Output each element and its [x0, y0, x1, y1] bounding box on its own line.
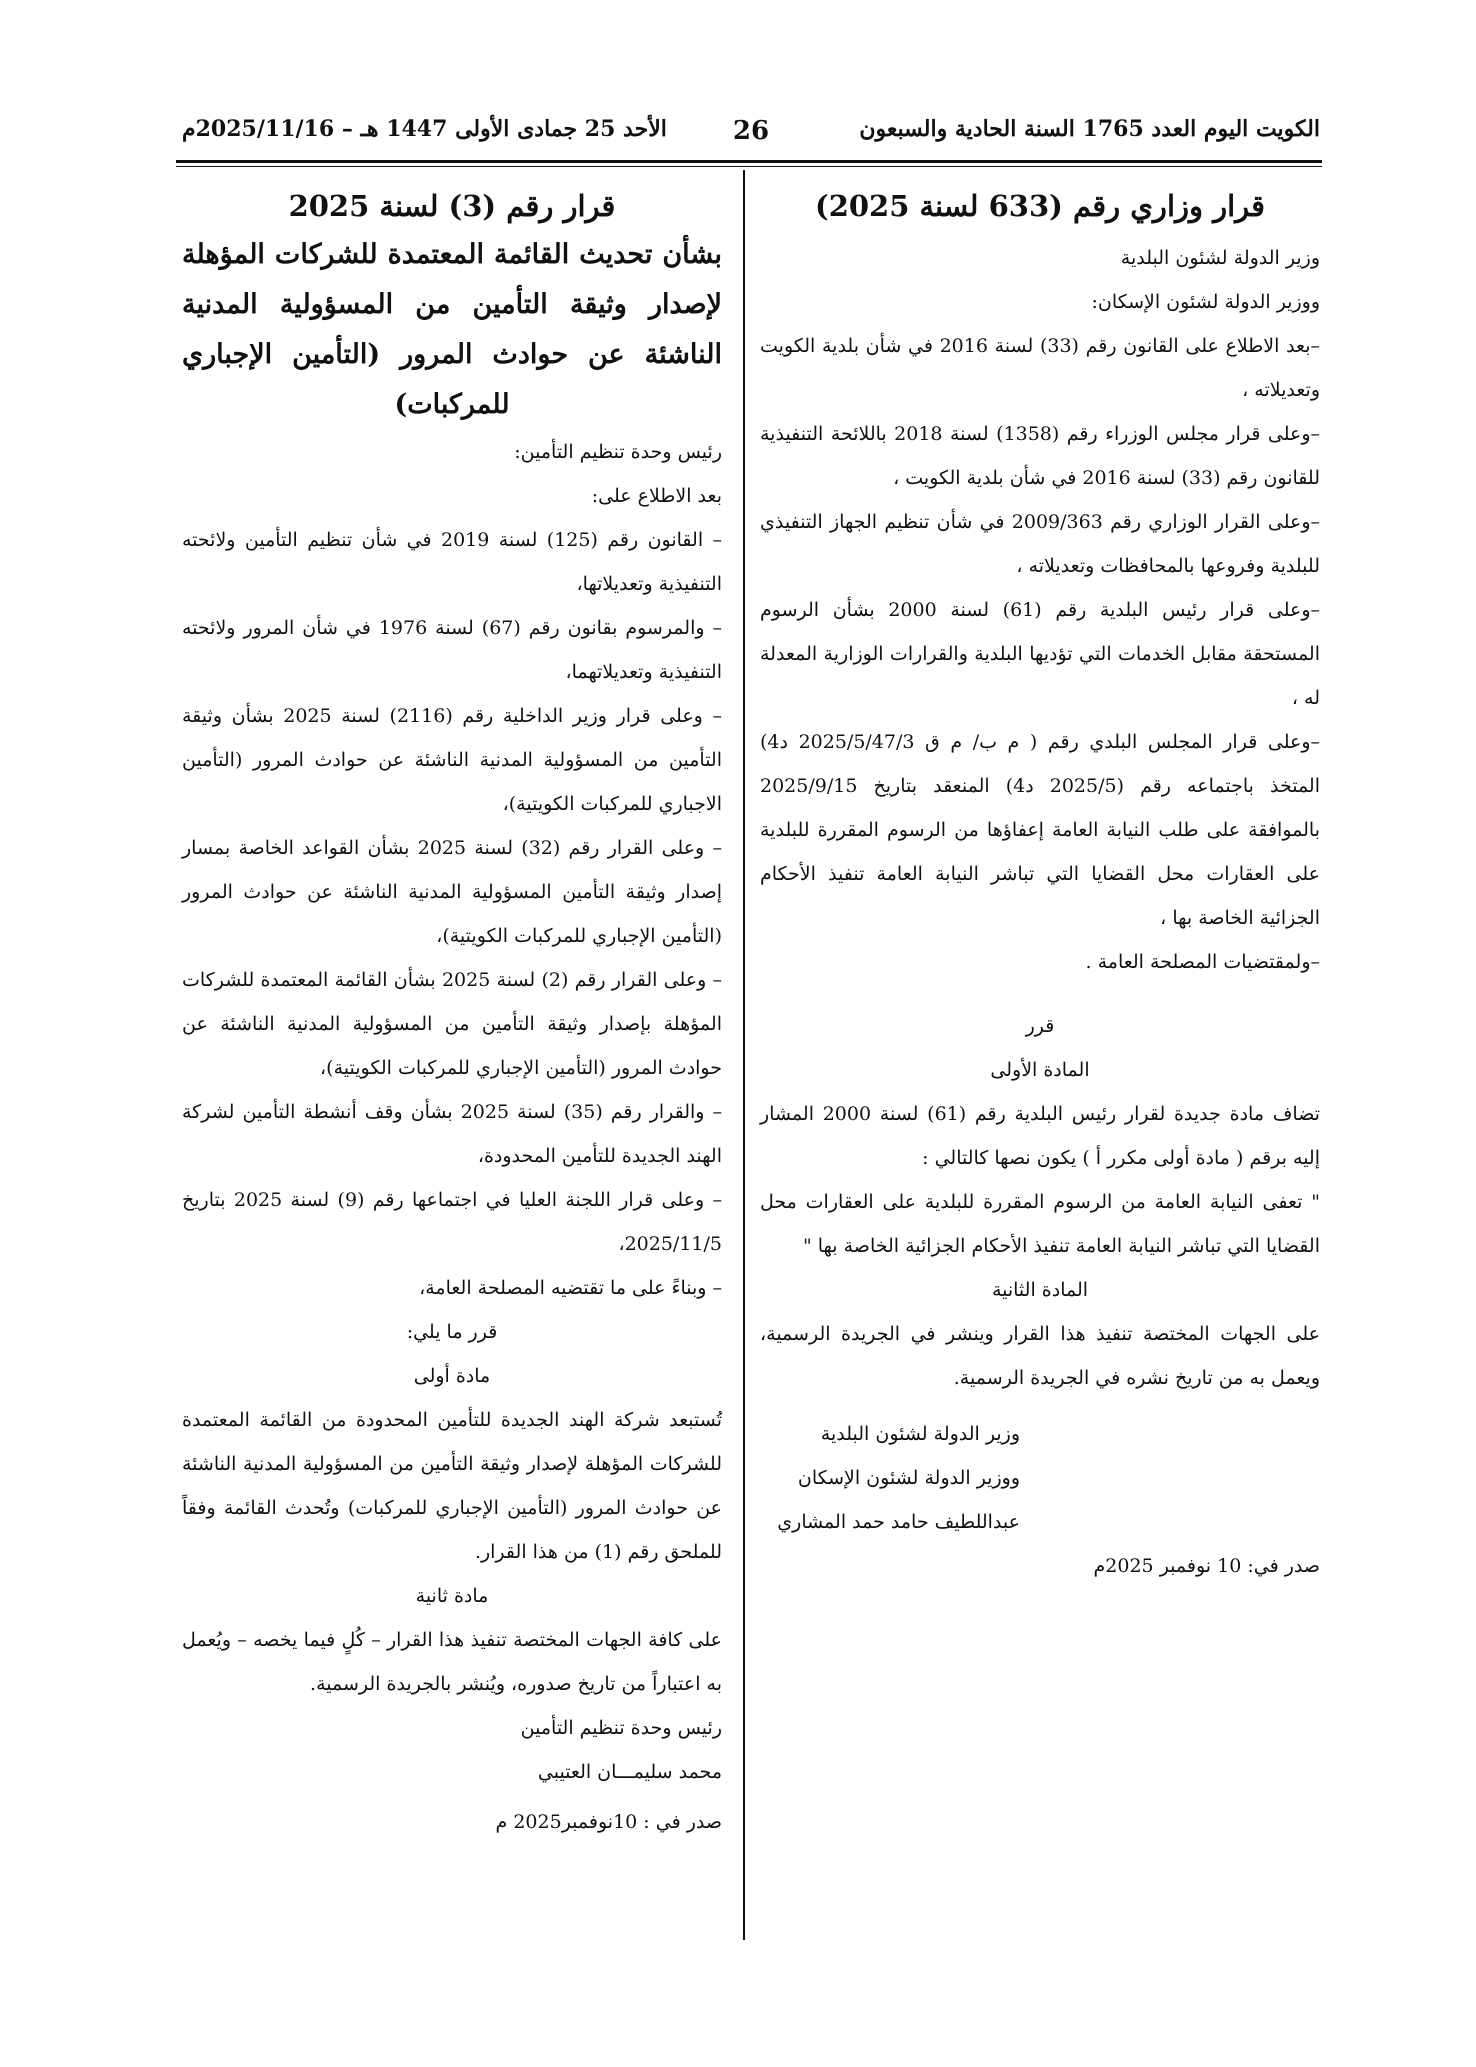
preamble-line: –وعلى قرار المجلس البلدي رقم ( م ب/ م ق 2025/5/47/3 د4) المتخذ باجتماعه رقم (2025/5 د4) المنعقد بتاريخ 2025/9/15 بالموافقة على طلب النيابة العامة إعفاؤها من الرسوم المقررة للبلدية على العقارات محل القضايا التي تباشر النيابة العامة تنفيذ الأحكام الجزائية الخاصة بها ، — [760, 731, 1320, 929]
article-heading: مادة أولى — [413, 1365, 491, 1387]
page-header — [182, 116, 1320, 156]
signature-title: وزير الدولة لشئون البلدية — [820, 1423, 1020, 1445]
page-number: 26 — [732, 116, 770, 146]
article-heading: المادة الأولى — [990, 1059, 1090, 1081]
issue-date: الأحد 25 جمادى الأولى 1447 هـ – 2025/11/16م — [182, 116, 667, 142]
signature-title: رئيس وحدة تنظيم التأمين — [520, 1717, 722, 1739]
intro-line: بعد الاطلاع على: — [591, 485, 722, 507]
insurance-decision-column — [182, 182, 722, 1844]
preamble-line: – وعلى القرار رقم (2) لسنة 2025 بشأن القائمة المعتمدة للشركات المؤهلة بإصدار وثيقة التأمين من المسؤولية المدنية الناشئة عن حوادث المرور (التأمين الإجباري للمركبات الكويتية)، — [182, 969, 723, 1079]
preamble-line: – وعلى قرار اللجنة العليا في اجتماعها رقم (9) لسنة 2025 بتاريخ 2025/11/5، — [182, 1189, 722, 1255]
issue-date-line: صدر في : 10نوفمبر2025 م — [495, 1811, 722, 1833]
decision-subtitle: بشأن تحديث القائمة المعتمدة للشركات المؤهلة لإصدار وثيقة التأمين من المسؤولية المدنية الناشئة عن حوادث المرور (التأمين الإجباري للمركبات) — [182, 239, 722, 420]
article-text: تُستبعد شركة الهند الجديدة للتأمين المحدودة من القائمة المعتمدة للشركات المؤهلة لإصدار وثيقة التأمين من المسؤولية المدنية الناشئة عن حوادث المرور (التأمين الإجباري للمركبات) وتُحدث القائمة وفقاً للملحق رقم (1) من هذا القرار. — [182, 1409, 722, 1563]
decision-title: قرار وزاري رقم (633 لسنة 2025) — [814, 189, 1266, 223]
issue-info: الكويت اليوم العدد 1765 السنة الحادية والسبعون — [859, 116, 1320, 142]
article-heading: مادة ثانية — [415, 1585, 489, 1607]
preamble-line: –بعد الاطلاع على القانون رقم (33) لسنة 2016 في شأن بلدية الكويت وتعديلاته ، — [760, 335, 1321, 401]
decided-heading: قرر — [1025, 1015, 1055, 1037]
preamble-line: –وعلى قرار رئيس البلدية رقم (61) لسنة 2000 بشأن الرسوم المستحقة مقابل الخدمات التي تؤديها البلدية والقرارات الوزارية المعدلة له ، — [760, 599, 1320, 709]
article-quote: " تعفى النيابة العامة من الرسوم المقررة للبلدية على العقارات محل القضايا التي تباشر النيابة العامة تنفيذ الأحكام الجزائية الخاصة بها " — [760, 1191, 1320, 1257]
article-text: على الجهات المختصة تنفيذ هذا القرار وينشر في الجريدة الرسمية، ويعمل به من تاريخ نشره في الجريدة الرسمية. — [760, 1323, 1320, 1389]
preamble-line: – القانون رقم (125) لسنة 2019 في شأن تنظيم التأمين ولائحته التنفيذية وتعديلاتها، — [182, 529, 722, 595]
header-rule-thin — [176, 166, 1322, 167]
preamble-line: –وعلى قرار مجلس الوزراء رقم (1358) لسنة 2018 باللائحة التنفيذية للقانون رقم (33) لسنة 2016 في شأن بلدية الكويت ، — [760, 423, 1320, 489]
preamble-line: – والقرار رقم (35) لسنة 2025 بشأن وقف أنشطة التأمين لشركة الهند الجديدة للتأمين المحدودة، — [182, 1101, 722, 1167]
issue-date-line: صدر في: 10 نوفمبر 2025م — [1093, 1555, 1320, 1577]
signatory-name: محمد سليمـــان العتيبي — [537, 1761, 722, 1783]
article-heading: المادة الثانية — [991, 1279, 1089, 1301]
preamble-line: – وعلى قرار وزير الداخلية رقم (2116) لسنة 2025 بشأن وثيقة التأمين من المسؤولية المدنية الناشئة عن حوادث المرور (التأمين الاجباري للمركبات الكويتية)، — [182, 705, 722, 815]
article-text: تضاف مادة جديدة لقرار رئيس البلدية رقم (61) لسنة 2000 المشار إليه برقم ( مادة أولى مكرر أ ) يكون نصها كالتالي : — [760, 1103, 1320, 1169]
preamble-line: وزير الدولة لشئون البلدية — [1120, 247, 1320, 269]
preamble-line: – والمرسوم بقانون رقم (67) لسنة 1976 في شأن المرور ولائحته التنفيذية وتعديلاتهما، — [182, 617, 723, 683]
signature-title: ووزير الدولة لشئون الإسكان — [797, 1467, 1020, 1489]
decided-heading: قرر ما يلي: — [406, 1321, 498, 1343]
ministerial-decision-column — [760, 182, 1320, 1588]
preamble-line: ووزير الدولة لشئون الإسكان: — [1091, 291, 1320, 313]
header-rule-thick — [176, 160, 1322, 163]
preamble-line: – وعلى القرار رقم (32) لسنة 2025 بشأن القواعد الخاصة بمسار إصدار وثيقة التأمين المسؤولية المدنية الناشئة عن حوادث المرور (التأمين الإجباري للمركبات الكويتية)، — [182, 837, 722, 947]
preamble-line: –وعلى القرار الوزاري رقم 2009/363 في شأن تنظيم الجهاز التنفيذي للبلدية وفروعها بالمحافظات وتعديلاته ، — [760, 511, 1320, 577]
column-divider — [743, 170, 745, 1940]
preamble-line: – وبناءً على ما تقتضيه المصلحة العامة، — [419, 1277, 722, 1299]
preamble-line: –ولمقتضيات المصلحة العامة . — [1085, 951, 1320, 973]
signatory-name: عبداللطيف حامد حمد المشاري — [777, 1511, 1020, 1533]
intro-line: رئيس وحدة تنظيم التأمين: — [514, 441, 722, 463]
article-text: على كافة الجهات المختصة تنفيذ هذا القرار – كُلٍ فيما يخصه – ويُعمل به اعتباراً من تاريخ صدوره، ويُنشر بالجريدة الرسمية. — [182, 1629, 722, 1695]
decision-title: قرار رقم (3) لسنة 2025 — [288, 189, 616, 223]
